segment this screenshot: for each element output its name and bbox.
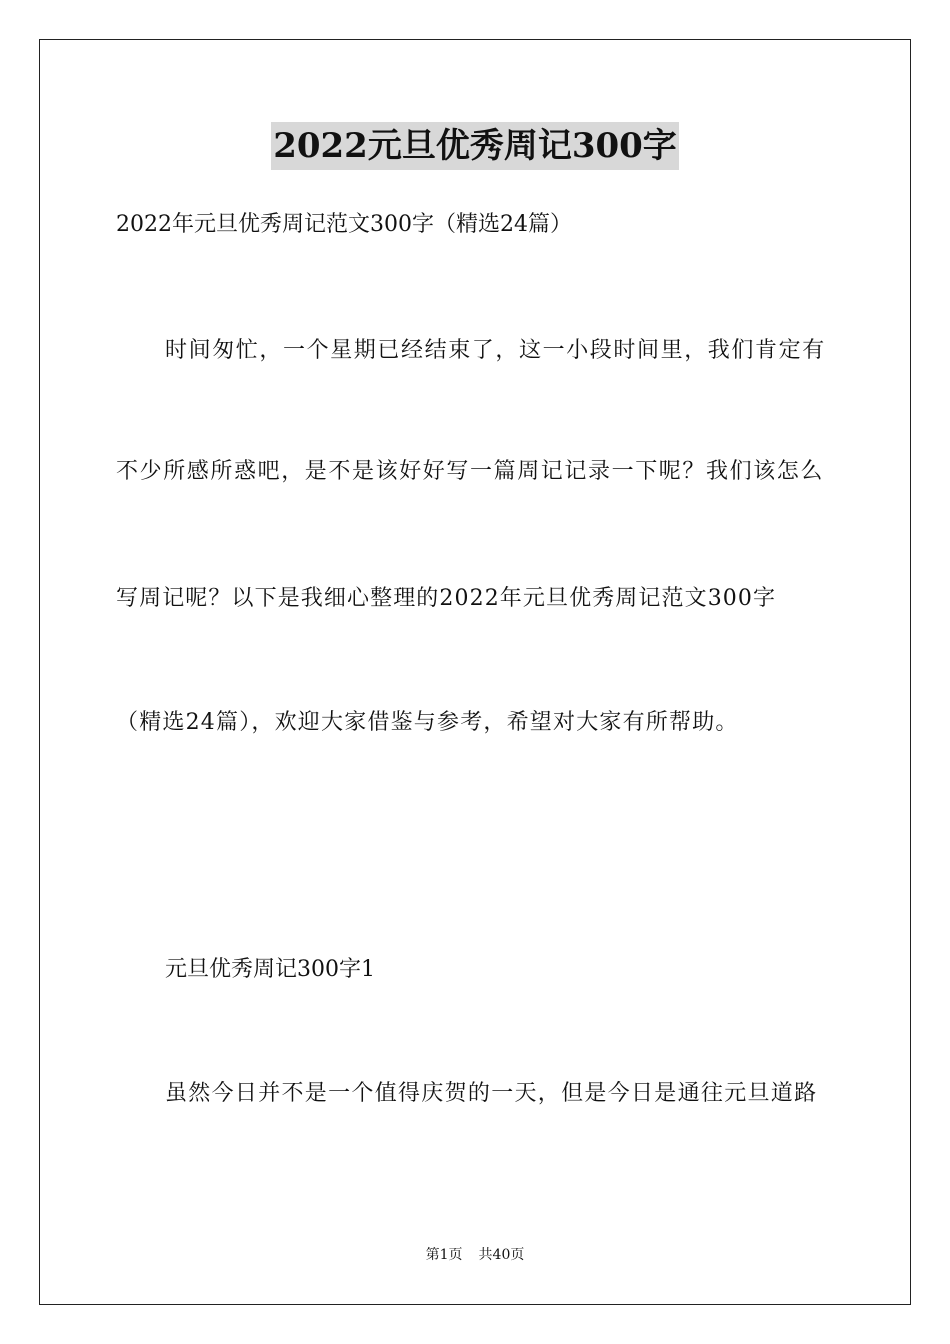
section-heading: 元旦优秀周记300字1 [165,957,375,982]
page-number: 第1页 [425,1247,463,1263]
intro-line-3: 写周记呢？以下是我细心整理的2022年元旦优秀周记范文300字 [116,586,777,611]
intro-line-4: （精选24篇），欢迎大家借鉴与参考，希望对大家有所帮助。 [116,710,739,735]
total-pages: 共40页 [478,1247,525,1263]
section-line-1: 虽然今日并不是一个值得庆贺的一天，但是今日是通往元旦道路 [165,1081,818,1106]
page-footer [0,1245,950,1265]
intro-line-2: 不少所感所惑吧，是不是该好好写一篇周记记录一下呢？我们该怎么 [116,459,825,484]
title-container [0,122,950,170]
document-title: 2022元旦优秀周记300字 [271,122,679,170]
intro-line-1: 时间匆忙，一个星期已经结束了，这一小段时间里，我们肯定有 [165,338,826,363]
document-subtitle: 2022年元旦优秀周记范文300字（精选24篇） [116,212,572,237]
